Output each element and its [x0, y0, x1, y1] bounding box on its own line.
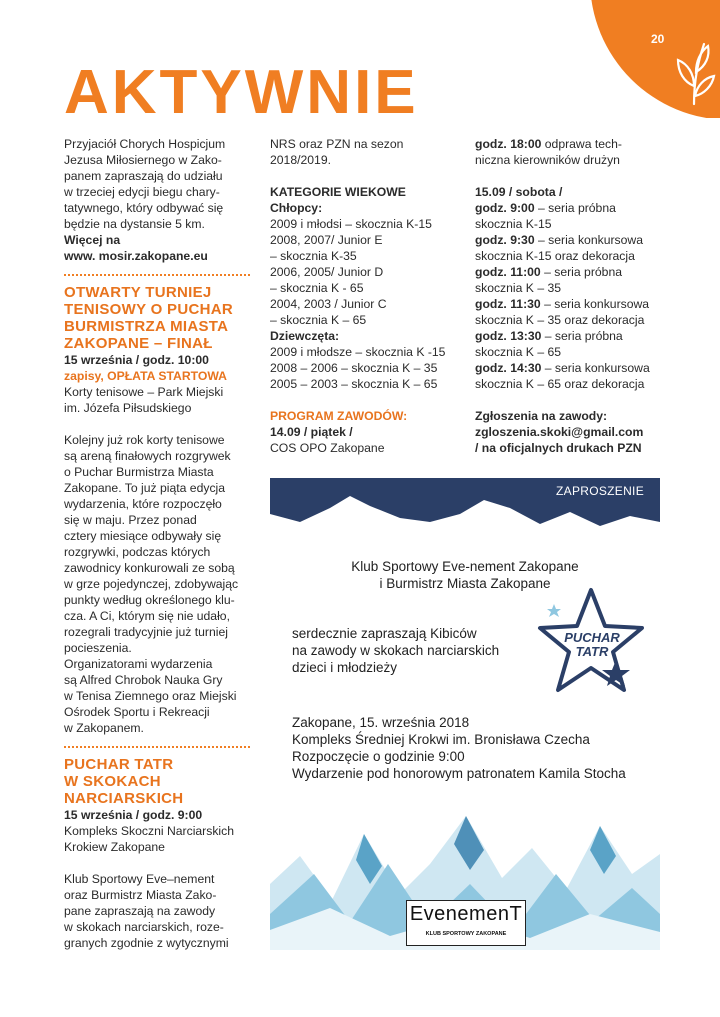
tennis-date: 15 września / godz. 10:00	[64, 353, 209, 367]
dotted-divider	[64, 274, 250, 276]
briefing-text: odprawa tech- niczna kierowników drużyn	[475, 137, 622, 167]
page-number: 20	[651, 32, 665, 46]
ski-body-continued: NRS oraz PZN na sezon 2018/2019.	[270, 137, 404, 167]
schedule-item	[475, 200, 675, 232]
program-day: 14.09 / piątek /	[270, 425, 353, 439]
ski-body: Klub Sportowy Eve–nement oraz Burmistrz Miasta Zako- pane zapraszają na zawody w skokach narciarskich, roze- granych zgodnie z wytycznymi	[64, 872, 229, 950]
schedule-time: godz. 14:30	[475, 361, 542, 375]
schedule-text: – seria próbna skocznia K – 65	[475, 329, 623, 359]
program-place: COS OPO Zakopane	[270, 441, 385, 455]
schedule-text: – seria próbna skocznia K-15	[475, 201, 616, 231]
hospice-intro: Przyjaciół Chorych Hospicjum Jezusa Miłosiernego w Zako- panem zapraszają do udziału w trzeciej edycji biegu chary- tatywnego, który odbywać się będzie na dystansie 5 km.	[64, 137, 226, 231]
schedule-text: – seria konkursowa skocznia K-15 oraz dekoracja	[475, 233, 643, 263]
star-icon	[536, 586, 646, 698]
evenement-logo	[406, 900, 526, 946]
tennis-heading: OTWARTY TURNIEJ TENISOWY O PUCHAR BURMISTRZA MIASTA ZAKOPANE – FINAŁ	[64, 284, 234, 352]
logo-wordmark: EvenemenT	[409, 903, 523, 925]
invitation-poster	[270, 478, 660, 950]
girls-label: Dziewczęta:	[270, 329, 340, 343]
column-3	[475, 136, 675, 456]
schedule-time: godz. 11:30	[475, 297, 541, 311]
categories-heading: KATEGORIE WIEKOWE	[270, 185, 406, 199]
organizers: Klub Sportowy Eve-nement Zakopane i Burmistrz Miasta Zakopane	[351, 559, 579, 591]
schedule-text: – seria próbna skocznia K – 35	[475, 265, 623, 295]
ski-heading: PUCHAR TATR W SKOKACH NARCIARSKICH	[64, 756, 184, 807]
schedule-text: – seria konkursowa skocznia K – 65 oraz dekoracja	[475, 361, 650, 391]
tennis-place: Korty tenisowe – Park Miejski im. Józefa Piłsudskiego	[64, 385, 224, 415]
boys-label: Chłopcy:	[270, 201, 323, 215]
column-2	[270, 136, 470, 456]
event-details: Zakopane, 15. września 2018 Kompleks Średniej Krokwi im. Bronisława Czecha Rozpoczęcie o godzinie 9:00 Wydarzenie pod honorowym patronatem Kamila Stocha	[292, 715, 626, 781]
corner-decoration	[590, 0, 720, 118]
briefing	[475, 136, 675, 168]
registration-info: Zgłoszenia na zawody: zgloszenia.skoki@gmail.com / na oficjalnych drukach PZN	[475, 409, 644, 455]
schedule-text: – seria konkursowa skocznia K – 35 oraz dekoracja	[475, 297, 650, 327]
ski-date: 15 września / godz. 9:00	[64, 808, 203, 822]
star-label-line2: TATR	[575, 644, 609, 659]
tennis-body: Kolejny już rok korty tenisowe są areną finałowych rozgrywek o Puchar Burmistrza Miasta Zakopane. To już piąta edycja wydarzenia, które rozpoczęło się w maju. Przez ponad cztery miesiące odbywały się rozgrywki, podczas których zawodnicy konkurowali ze sobą w grze pojedynczej, zdobywając punkty według określonego klu- cza. A Ci, którym się nie udało, rozegrali tradycyjnie już turniej pocieszenia. Organizatorami wydarzenia są Alfred Chrobok Nauka Gry w Tenisa Ziemnego oraz Miejski Ośrodek Sportu i Rekreacji w Zakopanem.	[64, 433, 239, 735]
schedule-time: godz. 9:00	[475, 201, 535, 215]
tennis-entry: zapisy, OPŁATA STARTOWA	[64, 369, 227, 383]
dotted-divider	[64, 746, 250, 748]
girls-categories: 2009 i młodsze – skocznia K -15 2008 – 2006 – skocznia K – 35 2005 – 2003 – skocznia K – 65	[270, 345, 446, 391]
boys-categories: 2009 i młodsi – skocznia K-15 2008, 2007/ Junior E – skocznia K-35 2006, 2005/ Junior D – skocznia K - 65 2004, 2003 / Junior C – skocznia K – 65	[270, 217, 432, 327]
schedule-item	[475, 264, 675, 296]
more-url-link[interactable]: www. mosir.zakopane.eu	[64, 249, 208, 263]
invite-text: serdecznie zapraszają Kibiców na zawody w skokach narciarskich dzieci i młodzieży	[292, 626, 500, 675]
page-title: AKTYWNIE	[64, 58, 419, 127]
column-1	[64, 136, 258, 951]
schedule-item	[475, 328, 675, 360]
ski-place: Kompleks Skoczni Narciarskich Krokiew Zakopane	[64, 824, 235, 854]
schedule-time: godz. 9:30	[475, 233, 535, 247]
logo-subtitle: KLUB SPORTOWY ZAKOPANE	[425, 931, 507, 937]
star-label-line1: PUCHAR	[564, 630, 620, 645]
program-heading: PROGRAM ZAWODÓW:	[270, 409, 408, 423]
briefing-time: godz. 18:00	[475, 137, 542, 151]
schedule-time: godz. 11:00	[475, 265, 541, 279]
invitation-tag: ZAPROSZENIE	[556, 484, 644, 498]
schedule-item	[475, 232, 675, 264]
more-label: Więcej na	[64, 233, 121, 247]
schedule-item	[475, 296, 675, 328]
schedule-time: godz. 13:30	[475, 329, 542, 343]
saturday-heading: 15.09 / sobota /	[475, 185, 563, 199]
schedule-item	[475, 360, 675, 392]
